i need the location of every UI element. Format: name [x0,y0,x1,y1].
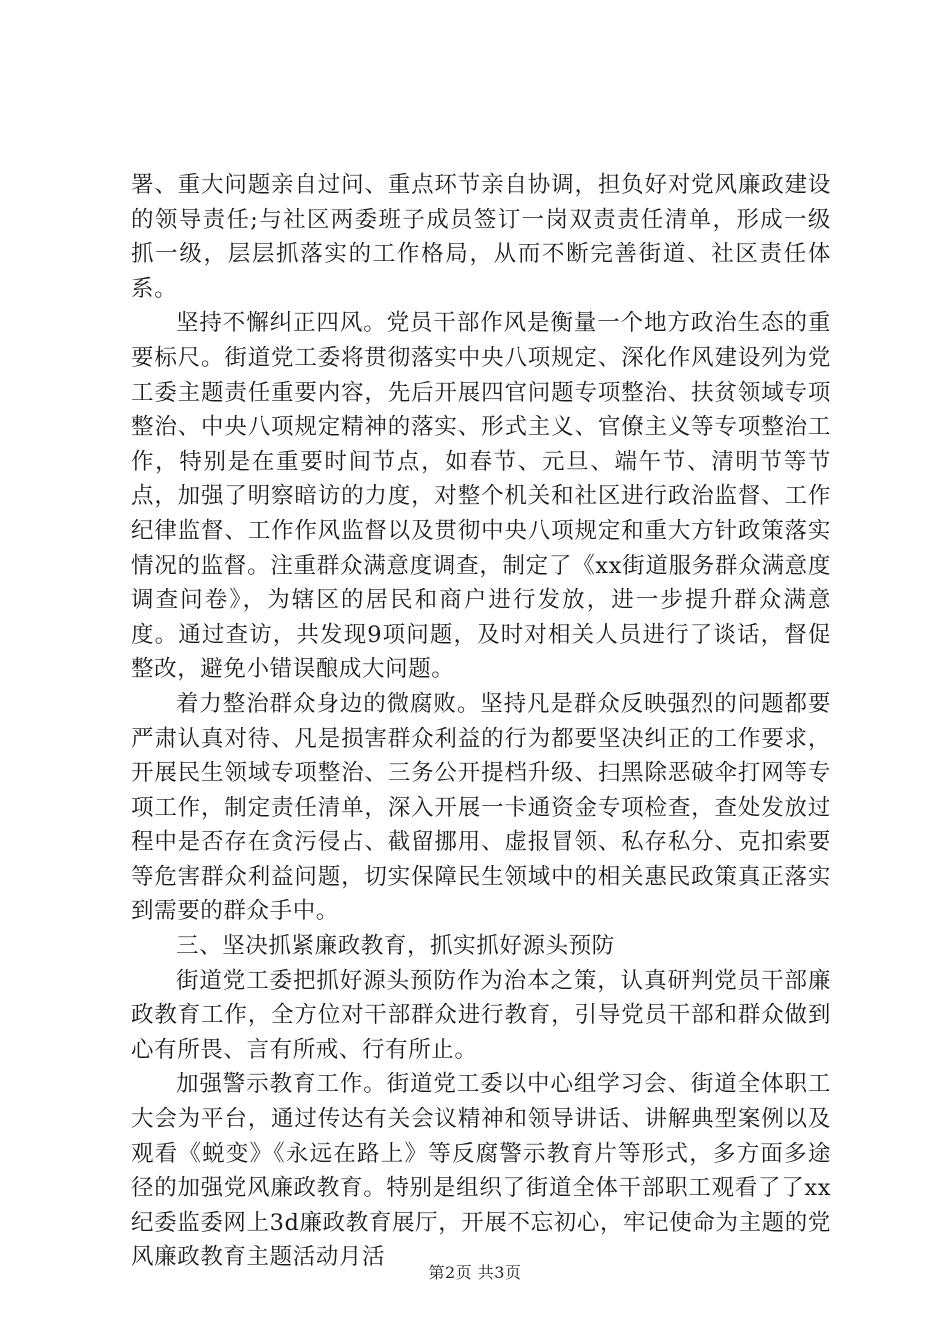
paragraph-1: 署、重大问题亲自过问、重点环节亲自协调，担负好对党风廉政建设的领导责任;与社区两委班子成员签订一岗双责责任清单，形成一级抓一级，层层抓落实的工作格局，从而不断完善街道、社区责任体系。 [131,172,831,302]
paragraph-6: 加强警示教育工作。街道党工委以中心组学习会、街道全体职工大会为平台，通过传达有关会议精神和领导讲话、讲解典型案例以及观看《蜕变》《永远在路上》等反腐警示教育片等形式，多方面多途径的加强党风廉政教育。特别是组织了街道全体干部职工观看了了xx纪委监委网上3d廉政教育展厅，开展不忘初心，牢记使命为主题的党风廉政教育主题活动月活 [131,1071,831,1271]
paragraph-3: 着力整治群众身边的微腐败。坚持凡是群众反映强烈的问题都要严肃认真对待、凡是损害群众利益的行为都要坚决纠正的工作要求，开展民生领域专项整治、三务公开提档升级、扫黑除恶破伞打网等专项工作，制定责任清单，深入开展一卡通资金专项检查，查处发放过程中是否存在贪污侵占、截留挪用、虚报冒领、私存私分、克扣索要等危害群众利益问题，切实保障民生领域中的相关惠民政策真正落实到需要的群众手中。 [131,690,831,925]
document-body [131,168,831,1275]
paragraph-2: 坚持不懈纠正四风。党员干部作风是衡量一个地方政治生态的重要标尺。街道党工委将贯彻落实中央八项规定、深化作风建设列为党工委主题责任重要内容，先后开展四官问题专项整治、扶贫领域专项整治、中央八项规定精神的落实、形式主义、官僚主义等专项整治工作，特别是在重要时间节点，如春节、元旦、端午节、清明节等节点，加强了明察暗访的力度，对整个机关和社区进行政治监督、工作纪律监督、工作作风监督以及贯彻中央八项规定和重大方针政策落实情况的监督。注重群众满意度调查，制定了《xx街道服务群众满意度调查问卷》，为辖区的居民和商户进行发放，进一步提升群众满意度。通过查访，共发现9项问题，及时对相关人员进行了谈话，督促整改，避免小错误酿成大问题。 [131,310,831,683]
section-heading: 三、坚决抓紧廉政教育，抓实抓好源头预防 [176,933,615,960]
paragraph-5: 街道党工委把抓好源头预防作为治本之策，认真研判党员干部廉政教育工作，全方位对干部群众进行教育，引导党员干部和群众做到心有所畏、言有所戒、行有所止。 [131,967,831,1063]
page-footer: 第2页 共3页 [428,1263,522,1282]
